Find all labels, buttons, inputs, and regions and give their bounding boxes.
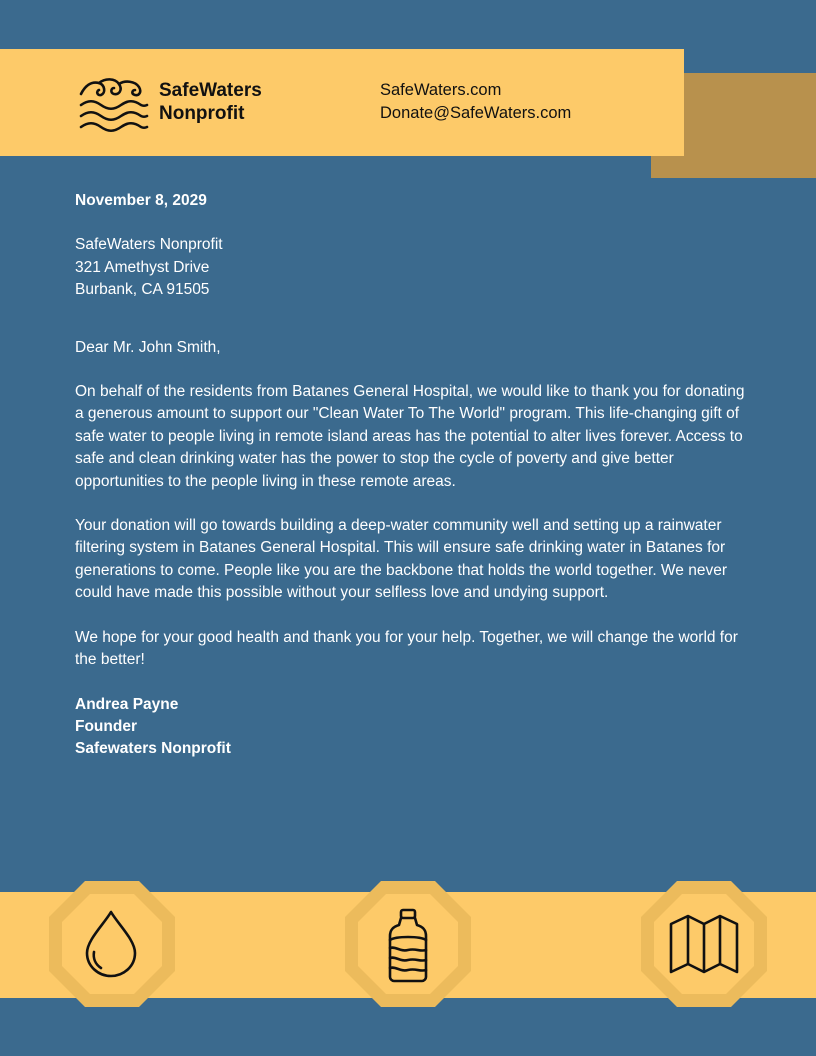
recipient-city: Burbank, CA 91505 — [75, 281, 210, 299]
water-drop-badge — [48, 880, 176, 1008]
org-name-line2: Nonprofit — [159, 103, 245, 124]
signer-title: Founder — [75, 717, 137, 735]
signer-org: Safewaters Nonprofit — [75, 740, 231, 758]
signature-block — [75, 694, 745, 761]
letter-date: November 8, 2029 — [75, 192, 207, 209]
paragraph-2: Your donation will go towards building a deep-water community well and setting up a rainwater filtering system in Batanes General Hospital. This will ensure safe drinking water in Batanes for generations to come. People like you are the backbone that holds the world together. We never could have made this possible without your selfless love and undying support. — [75, 517, 727, 602]
waves-logo-icon — [79, 75, 149, 133]
org-name-line1: SafeWaters — [159, 80, 262, 101]
contact-info — [380, 79, 571, 125]
website-link[interactable]: SafeWaters.com — [380, 81, 502, 99]
recipient-street: 321 Amethyst Drive — [75, 258, 210, 276]
water-bottle-icon — [344, 880, 472, 1008]
recipient-address — [75, 234, 745, 301]
greeting: Dear Mr. John Smith, — [75, 338, 221, 356]
map-badge — [640, 880, 768, 1008]
paragraph-1: On behalf of the residents from Batanes General Hospital, we would like to thank you for donating a generous amount to support our "Clean Water To The World" program. This life-changing gift of safe water to people living in remote island areas has the potential to alter lives forever. Access to safe and clean drinking water has the power to stop the cycle of poverty and give better opportunities to the people living in these remote areas. — [75, 383, 745, 490]
signer-name: Andrea Payne — [75, 695, 179, 713]
letter-body — [75, 190, 745, 761]
recipient-name: SafeWaters Nonprofit — [75, 236, 223, 254]
paragraph-3: We hope for your good health and thank you for your help. Together, we will change the world for the better! — [75, 628, 738, 669]
org-name — [159, 79, 262, 125]
email-link[interactable]: Donate@SafeWaters.com — [380, 104, 572, 122]
water-drop-icon — [48, 880, 176, 1008]
map-icon — [640, 880, 768, 1008]
water-bottle-badge — [344, 880, 472, 1008]
